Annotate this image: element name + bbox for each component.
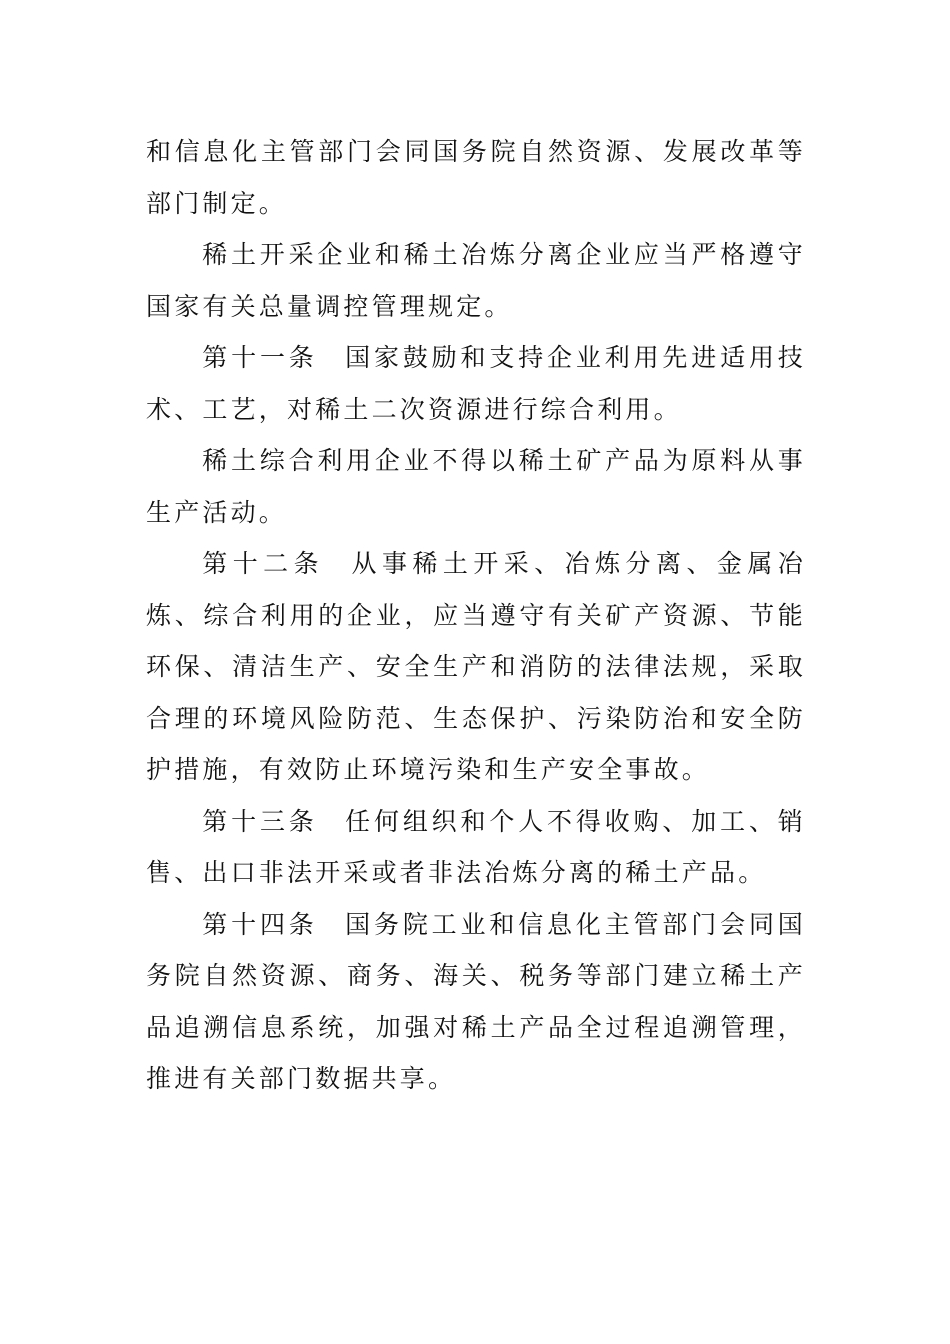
paragraph-article-11-clause-2 bbox=[146, 435, 806, 538]
article-label: 第十三条 bbox=[202, 806, 318, 836]
document-body bbox=[146, 126, 806, 1105]
paragraph-text: 和信息化主管部门会同国务院自然资源、发展改革等部门制定。 bbox=[146, 137, 806, 218]
paragraph-text: 从事稀土开采、冶炼分离、金属冶炼、综合利用的企业，应当遵守有关矿产资源、节能环保、清洁生产、安全生产和消防的法律法规，采取合理的环境风险防范、生态保护、污染防治和安全防护措施，有效防止环境污染和生产安全事故。 bbox=[146, 549, 806, 784]
paragraph-article-13 bbox=[146, 796, 806, 899]
paragraph-text: 国家鼓励和支持企业利用先进适用技术、工艺，对稀土二次资源进行综合利用。 bbox=[146, 343, 807, 424]
paragraph-article-14 bbox=[146, 899, 806, 1105]
paragraph-article-10-clause-2 bbox=[146, 229, 806, 332]
paragraph-article-12 bbox=[146, 538, 806, 796]
paragraph-text: 国务院工业和信息化主管部门会同国务院自然资源、商务、海关、税务等部门建立稀土产品追溯信息系统，加强对稀土产品全过程追溯管理，推进有关部门数据共享。 bbox=[146, 909, 807, 1093]
paragraph-text: 稀土开采企业和稀土冶炼分离企业应当严格遵守国家有关总量调控管理规定。 bbox=[146, 240, 806, 321]
paragraph-text: 任何组织和个人不得收购、加工、销售、出口非法开采或者非法冶炼分离的稀土产品。 bbox=[146, 806, 807, 887]
article-label: 第十二条 bbox=[202, 549, 325, 578]
article-label: 第十四条 bbox=[202, 909, 318, 939]
paragraph-continuation bbox=[146, 126, 806, 229]
article-label: 第十一条 bbox=[202, 343, 318, 372]
paragraph-text: 稀土综合利用企业不得以稀土矿产品为原料从事生产活动。 bbox=[146, 446, 806, 527]
paragraph-article-11 bbox=[146, 332, 806, 435]
